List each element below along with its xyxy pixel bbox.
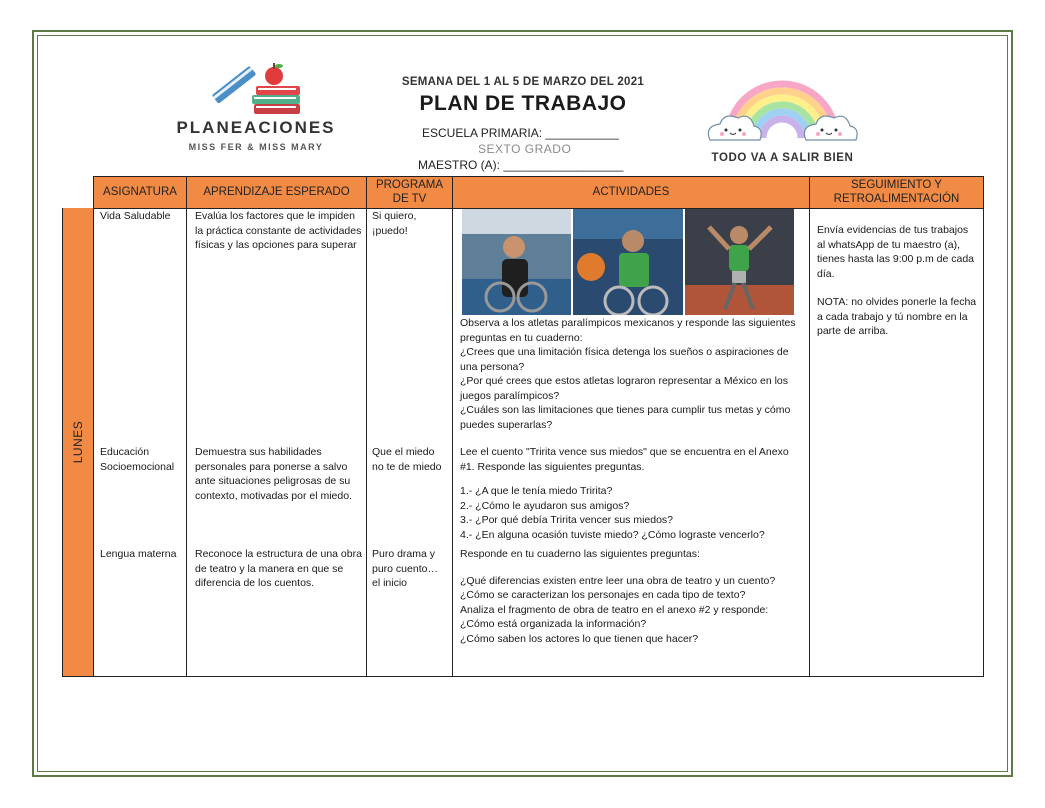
grid-line xyxy=(809,176,810,677)
grid-line xyxy=(62,208,63,677)
grid-line xyxy=(62,676,984,677)
grade-label: SEXTO GRADO xyxy=(478,142,572,156)
school-field: ESCUELA PRIMARIA: ___________ xyxy=(422,126,619,140)
row3-programa: Puro drama y puro cuento… el inicio xyxy=(372,548,438,589)
grid-line xyxy=(93,176,984,177)
activity-line: ¿Crees que una limitación física detenga los sueños o aspiraciones de una persona? xyxy=(460,346,789,373)
row3-actividades xyxy=(460,547,803,646)
activity-line: ¿Qué diferencias existen entre leer una obra de teatro y un cuento? xyxy=(460,574,776,587)
books-apple-icon xyxy=(204,58,308,116)
header-aprendizaje: APRENDIZAJE ESPERADO xyxy=(187,176,366,208)
grid-line xyxy=(93,176,94,677)
plan-table xyxy=(62,176,984,678)
teacher-field: MAESTRO (A): __________________ xyxy=(418,158,624,172)
planeaciones-logo xyxy=(168,58,344,158)
activity-line: Lee el cuento "Tririta vence sus miedos" que se encuentra en el Anexo #1. Responde las siguientes preguntas. xyxy=(460,446,789,473)
seguimiento-nota: NOTA: no olvides ponerle la fecha a cada trabajo y tú nombre en la parte de arriba. xyxy=(817,296,977,337)
row1-asignatura: Vida Saludable xyxy=(100,210,171,222)
activity-line: ¿Cuáles son las limitaciones que tienes para cumplir tus metas y cómo puedes superarlas? xyxy=(460,404,791,431)
activity-line: 1.- ¿A que le tenía miedo Tririta? xyxy=(460,485,613,497)
header-actividades: ACTIVIDADES xyxy=(453,176,809,208)
header-asignatura: ASIGNATURA xyxy=(94,176,186,208)
seguimiento-cell xyxy=(817,223,977,339)
activity-line: 2.- ¿Cómo le ayudaron sus amigos? xyxy=(460,499,630,512)
athlete-photo-1 xyxy=(462,209,571,315)
row1-aprendizaje: Evalúa los factores que le impiden la práctica constante de actividades físicas y las opciones para superar xyxy=(195,210,362,251)
day-column-lunes xyxy=(62,208,93,676)
page-title: PLAN DE TRABAJO xyxy=(419,92,627,115)
grid-line xyxy=(366,176,367,677)
activity-line: ¿Por qué crees que estos atletas lograron representar a México en los juegos paralímpicos? xyxy=(460,375,789,402)
activity-line: ¿Cómo se caracterizan los personajes en cada tipo de texto? xyxy=(460,589,746,601)
grid-line xyxy=(452,176,453,677)
grid-line xyxy=(983,176,984,677)
activity-line: Observa a los atletas paralímpicos mexicanos y responde las siguientes preguntas en tu cuaderno: xyxy=(460,317,796,344)
activity-line: 3.- ¿Por qué debía Tririta vencer sus miedos? xyxy=(460,514,674,526)
seguimiento-text: Envía evidencias de tus trabajos al whatsApp de tu maestro (a), tienes hasta las 9:00 p.m de cada día. xyxy=(817,224,975,280)
row2-actividades xyxy=(460,445,803,542)
day-label: LUNES xyxy=(70,420,85,464)
athlete-photo-3 xyxy=(685,209,794,315)
week-range: SEMANA DEL 1 AL 5 DE MARZO DEL 2021 xyxy=(401,76,645,88)
rainbow-clouds-icon xyxy=(700,58,865,150)
row1-actividades xyxy=(460,316,803,432)
grid-line xyxy=(186,176,187,677)
row3-asignatura: Lengua materna xyxy=(100,548,177,560)
activity-line: 4.- ¿En alguna ocasión tuviste miedo? ¿Cómo lograste vencerlo? xyxy=(460,528,765,541)
activity-line: ¿Cómo saben los actores lo que tienen que hacer? xyxy=(460,632,699,645)
activity-line: Analiza el fragmento de obra de teatro en el anexo #2 y responde: xyxy=(460,603,769,616)
row2-aprendizaje: Demuestra sus habilidades personales para ponerse a salvo ante situaciones peligrosas de su contexto, motivadas por el miedo. xyxy=(195,446,352,502)
header-programa: PROGRAMA DE TV xyxy=(367,176,452,208)
athlete-photo-2 xyxy=(573,209,683,315)
row3-aprendizaje: Reconoce la estructura de una obra de teatro y la manera en que se diferencia de los cuentos. xyxy=(195,548,362,589)
row2-asignatura: Educación Socioemocional xyxy=(100,446,175,473)
header-seguimiento: SEGUIMIENTO Y RETROALIMENTACIÓN xyxy=(810,176,983,208)
athlete-photos xyxy=(462,209,794,315)
logo-title: PLANEACIONES xyxy=(176,118,336,137)
rainbow-caption: TODO VA A SALIR BIEN xyxy=(711,152,854,164)
activity-line: Responde en tu cuaderno las siguientes preguntas: xyxy=(460,548,700,560)
rainbow-illustration xyxy=(700,58,865,170)
row1-programa: Si quiero, ¡puedo! xyxy=(372,210,417,237)
activity-line: ¿Cómo está organizada la información? xyxy=(460,618,647,630)
row2-programa: Que el miedo no te de miedo xyxy=(372,446,442,473)
logo-subtitle: MISS FER & MISS MARY xyxy=(188,142,324,152)
